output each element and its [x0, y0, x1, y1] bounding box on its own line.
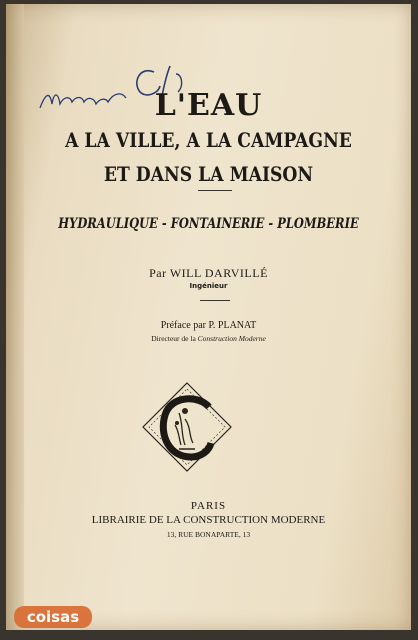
divider — [198, 190, 232, 191]
imprint-city: PARIS — [190, 500, 227, 512]
author-role: Ingénieur — [189, 282, 228, 290]
preface-line: Préface par P. PLANAT — [160, 320, 257, 331]
author-byline: Par WILL DARVILLÉ — [149, 266, 268, 280]
divider — [200, 300, 230, 301]
preface-role-prefix: Directeur de la — [151, 334, 198, 343]
preface-role-journal: Construction Moderne — [197, 334, 266, 343]
monogram-c-emblem-icon — [139, 379, 235, 475]
title-line-1: L'EAU — [154, 88, 263, 123]
subtitle: HYDRAULIQUE - FONTAINERIE - PLOMBERIE — [58, 216, 359, 232]
imprint-publisher: LIBRAIRIE DE LA CONSTRUCTION MODERNE — [91, 514, 326, 526]
watermark-logo: coisas — [14, 606, 92, 628]
title-line-2: A LA VILLE, A LA CAMPAGNE — [65, 128, 352, 152]
title-page — [6, 4, 411, 630]
imprint-address: 13, RUE BONAPARTE, 13 — [166, 530, 251, 539]
preface-role — [6, 334, 411, 343]
title-line-3: ET DANS LA MAISON — [103, 162, 314, 186]
